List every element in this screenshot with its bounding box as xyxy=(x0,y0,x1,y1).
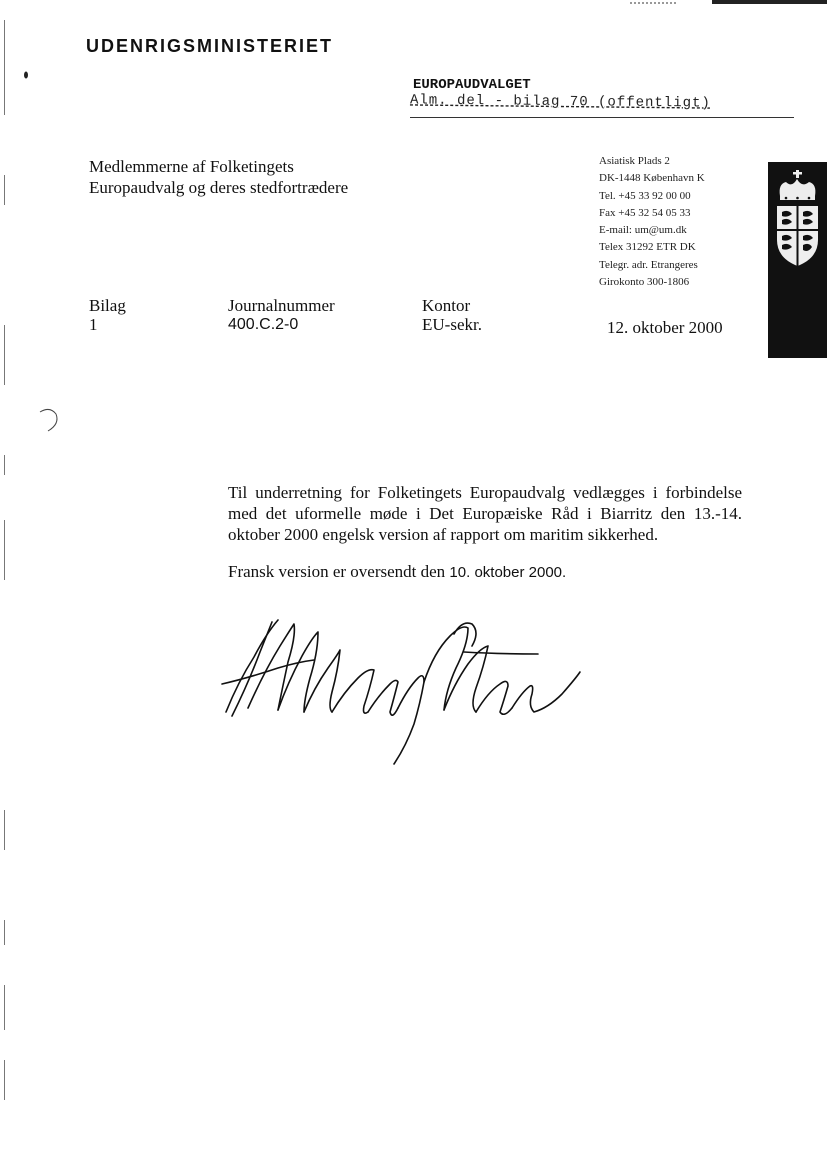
scan-edge-mark xyxy=(4,520,5,580)
address-line: Telex 31292 ETR DK xyxy=(599,241,696,254)
scan-edge-mark xyxy=(4,920,5,945)
recipient-block xyxy=(89,156,348,198)
kontor-value: EU-sekr. xyxy=(422,315,482,334)
address-line: Girokonto 300-1806 xyxy=(599,276,690,289)
scan-edge-mark xyxy=(4,20,5,115)
scan-top-noise xyxy=(630,2,678,4)
sent-date: 10. oktober 2000. xyxy=(449,564,567,581)
address-line: E-mail: um@um.dk xyxy=(599,224,687,237)
recipient-line: Medlemmerne af Folketingets xyxy=(89,157,294,176)
paragraph-text: Fransk version er oversendt den xyxy=(228,562,450,581)
royal-danish-coat-of-arms-icon xyxy=(772,168,823,268)
address-line: Fax +45 32 54 05 33 xyxy=(599,206,691,219)
scan-edge-mark xyxy=(4,1060,5,1100)
address-line: DK-1448 København K xyxy=(599,172,705,185)
kontor-label: Kontor xyxy=(422,296,471,315)
crest-panel xyxy=(768,162,827,358)
letter-body xyxy=(228,482,742,599)
journal-value: 400.C.2-0 xyxy=(228,316,299,333)
body-paragraph: Til underretning for Folketingets Europaudvalg vedlægges i forbindelse med det uformelle møde i Det Europæiske Råd i Biarritz den 13.-14. oktober 2000 engelsk version af rapport om maritim sikkerhed. xyxy=(228,483,742,544)
stamp-underline xyxy=(410,117,794,118)
address-line: Asiatisk Plads 2 xyxy=(599,155,670,167)
address-line: Telegr. adr. Etrangeres xyxy=(599,258,698,271)
address-line: Tel. +45 33 92 00 00 xyxy=(599,189,691,202)
sender-address xyxy=(599,153,705,291)
letter-date: 12. oktober 2000 xyxy=(607,318,723,337)
handwritten-signature xyxy=(218,612,588,772)
scan-edge-mark xyxy=(4,455,5,475)
body-paragraph xyxy=(228,561,742,583)
ministry-name xyxy=(86,36,333,57)
scan-edge-mark xyxy=(4,985,5,1030)
scan-edge-mark xyxy=(4,325,5,385)
bilag-value: 1 xyxy=(89,315,98,334)
stamp-title: EUROPAUDVALGET xyxy=(413,77,531,93)
scan-dot xyxy=(22,70,30,80)
recipient-line: Europaudvalg og deres stedfortrædere xyxy=(89,178,349,197)
stamp-reference: Alm. del - bilag 70 (offentligt) xyxy=(409,92,711,112)
scan-edge-mark xyxy=(4,175,5,205)
punch-hole-mark xyxy=(34,404,64,434)
ministry-name-text: UDENRIGSMINISTERIET xyxy=(86,36,334,56)
scan-edge-mark xyxy=(4,810,5,850)
journal-label: Journalnummer xyxy=(228,296,335,315)
scan-top-rule xyxy=(712,0,827,4)
bilag-label: Bilag xyxy=(89,296,126,315)
